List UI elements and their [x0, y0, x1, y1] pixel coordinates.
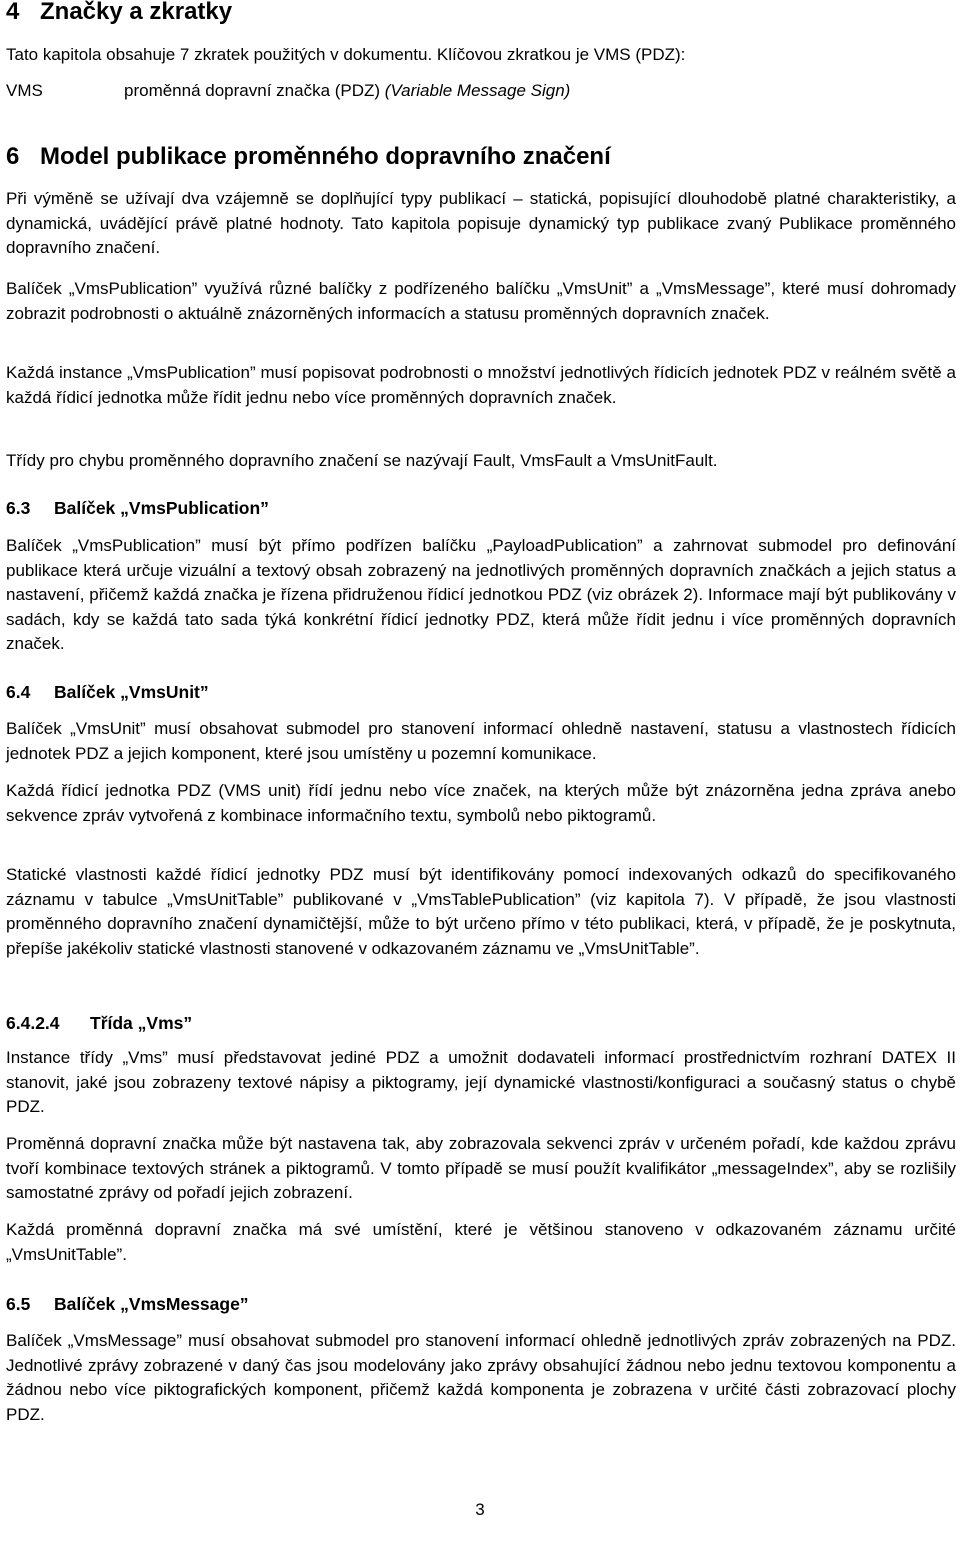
paragraph: Tato kapitola obsahuje 7 zkratek použitých v dokumentu. Klíčovou zkratkou je VMS (PDZ):	[6, 45, 686, 64]
heading-number: 6.4.2.4	[6, 1013, 60, 1033]
heading-title: Model publikace proměnného dopravního značení	[40, 143, 611, 170]
abbreviation-definition: proměnná dopravní značka (PDZ) (Variable Message Sign)	[124, 81, 571, 100]
page-number: 3	[475, 1500, 485, 1519]
paragraph: Balíček „VmsPublication” musí být přímo podřízen balíčku „PayloadPublication” a zahrnovat submodel pro definování publikace která určuje vizuální a textový obsah zobrazený na jednotlivých proměnných dopravních značkách a jejich status a nastavení, přičemž každá značka je řízena přidruženou řídicí jednotkou PDZ (viz obrázek 2). Informace mají být publikovány v sadách, kdy se každá tato sada týká konkrétní řídicí jednotky PDZ, která může řídit jednu i více proměnných dopravních značek.	[6, 536, 956, 654]
paragraph: Třídy pro chybu proměnného dopravního značení se nazývají Fault, VmsFault a VmsUnitFault.	[6, 451, 718, 470]
heading-section-6-5	[6, 1292, 249, 1316]
abbreviation-term: VMS	[6, 81, 43, 100]
heading-section-6-4	[6, 680, 209, 704]
heading-section-6-4-2-4	[6, 1011, 192, 1035]
heading-title: Balíček „VmsMessage”	[54, 1294, 249, 1314]
paragraph: Proměnná dopravní značka může být nastavena tak, aby zobrazovala sekvenci zpráv v určeném pořadí, kde každou zprávu tvoří kombinace textových stránek a piktogramů. V tomto případě se musí použít kvalifikátor „messageIndex”, aby se rozlišily samostatné zprávy od pořadí jejich zobrazení.	[6, 1134, 956, 1203]
paragraph: Balíček „VmsMessage” musí obsahovat submodel pro stanovení informací ohledně jednotlivých zpráv zobrazených na PDZ. Jednotlivé zprávy zobrazené v daný čas jsou modelovány jako zprávy obsahující žádnou nebo jednu textovou komponentu a žádnou nebo více piktografických komponent, přičemž každá komponenta je zobrazena v určité části zobrazovací plochy PDZ.	[6, 1331, 956, 1424]
heading-section-4	[6, 0, 232, 26]
paragraph: Balíček „VmsUnit” musí obsahovat submodel pro stanovení informací ohledně nastavení, statusu a vlastnostech řídicích jednotek PDZ a jejich komponent, které jsou umístěny u pozemní komunikace.	[6, 719, 956, 763]
heading-number: 4	[6, 0, 20, 25]
heading-number: 6.5	[6, 1294, 31, 1314]
heading-title: Balíček „VmsPublication”	[54, 498, 269, 518]
heading-number: 6.4	[6, 682, 31, 702]
heading-section-6-3	[6, 496, 269, 520]
heading-number: 6	[6, 143, 20, 170]
abbreviation-row	[6, 79, 956, 103]
paragraph: Každá řídicí jednotka PDZ (VMS unit) řídí jednu nebo více značek, na kterých může být znázorněna jedna zpráva anebo sekvence zpráv vytvořená z kombinace informačního textu, symbolů nebo piktogramů.	[6, 781, 956, 825]
heading-title: Značky a zkratky	[40, 0, 233, 25]
heading-number: 6.3	[6, 498, 31, 518]
abbreviation-definition-en: (Variable Message Sign)	[384, 81, 571, 100]
paragraph: Při výměně se užívají dva vzájemně se doplňující typy publikací – statická, popisující dlouhodobě platné charakteristiky, a dynamická, uvádějící právě platné hodnoty. Tato kapitola popisuje dynamický typ publikace zvaný Publikace proměnného dopravního značení.	[6, 189, 956, 258]
heading-section-6	[6, 143, 611, 171]
paragraph: Balíček „VmsPublication” využívá různé balíčky z podřízeného balíčku „VmsUnit” a „VmsMessage”, které musí dohromady zobrazit podrobnosti o aktuálně znázorněných informacích a statusu proměnných dopravních značek.	[6, 279, 956, 323]
paragraph: Každá proměnná dopravní značka má své umístění, které je většinou stanoveno v odkazovaném záznamu určité „VmsUnitTable”.	[6, 1220, 956, 1264]
paragraph: Statické vlastnosti každé řídicí jednotky PDZ musí být identifikovány pomocí indexovaných odkazů do specifikovaného záznamu v tabulce „VmsUnitTable” publikované v „VmsTablePublication” (viz kapitola 7). V případě, že jsou vlastnosti proměnného dopravního značení dynamičtější, může to být určeno přímo v této publikaci, která, v případě, že je poskytnuta, přepíše jakékoliv statické vlastnosti stanovené v odkazovaném záznamu ve „VmsUnitTable”.	[6, 865, 956, 958]
paragraph: Instance třídy „Vms” musí představovat jediné PDZ a umožnit dodavateli informací prostřednictvím rozhraní DATEX II stanovit, jaké jsou zobrazeny textové nápisy a piktogramy, její dynamické vlastnosti/konfiguraci a současný status o chybě PDZ.	[6, 1048, 956, 1117]
paragraph: Každá instance „VmsPublication” musí popisovat podrobnosti o množství jednotlivých řídicích jednotek PDZ v reálném světě a každá řídicí jednotka může řídit jednu nebo více proměnných dopravních značek.	[6, 363, 956, 407]
heading-title: Balíček „VmsUnit”	[54, 682, 209, 702]
heading-title: Třída „Vms”	[90, 1013, 193, 1033]
